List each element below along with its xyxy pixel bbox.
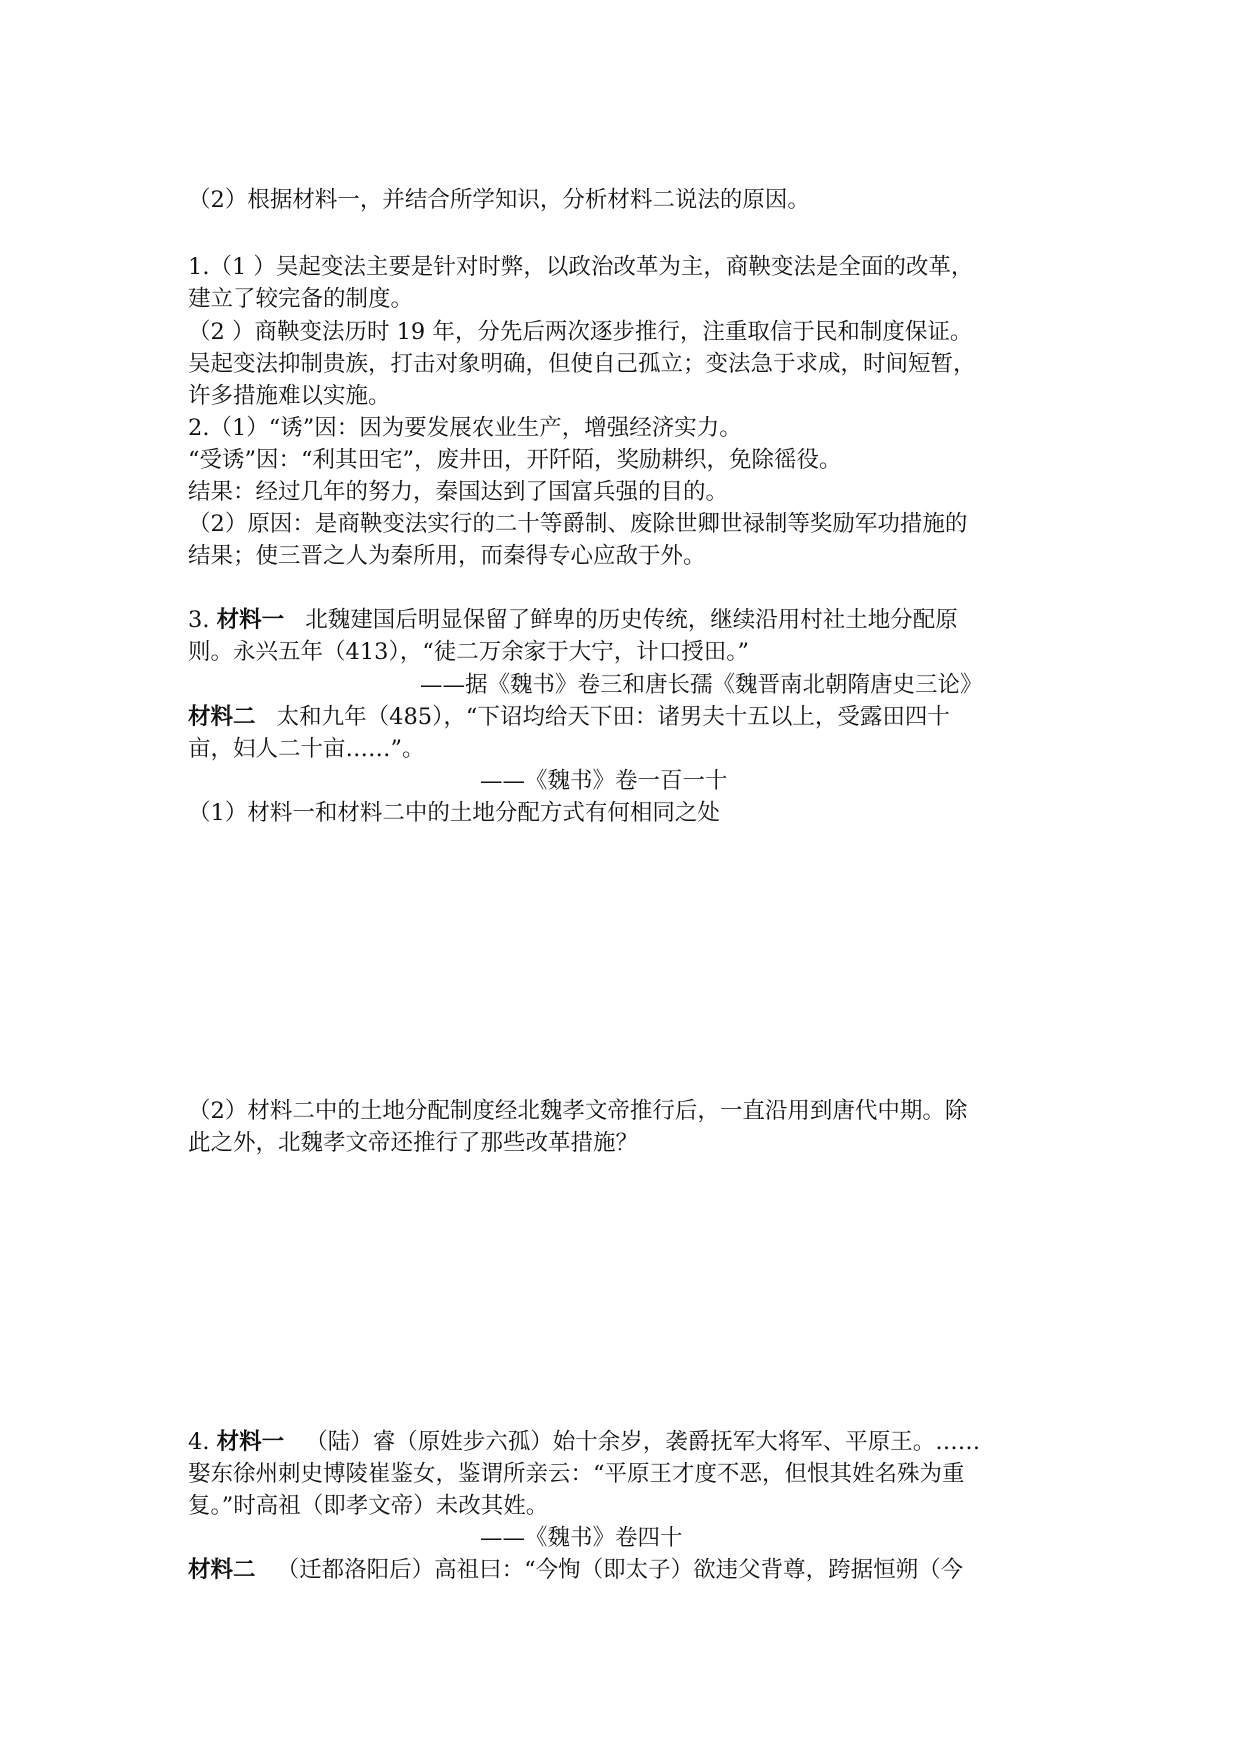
answer-1-line-4: 吴起变法抑制贵族，打击对象明确，但使自己孤立；变法急于求成，时间短暂， xyxy=(188,351,976,377)
q4-material-1 xyxy=(188,1426,980,1458)
q4-material-2 xyxy=(188,1554,963,1586)
answer-1-line-5: 许多措施难以实施。 xyxy=(188,383,391,409)
q3-material-1 xyxy=(188,604,958,636)
q4-number: 4. xyxy=(188,1429,210,1455)
q3-m2-source: ——《魏书》卷一百一十 xyxy=(480,768,728,794)
q4-m1-text-3: 复。”时高祖（即孝文帝）未改其姓。 xyxy=(188,1493,549,1519)
q3-material-2 xyxy=(188,701,950,733)
q4-m1-source: ——《魏书》卷四十 xyxy=(480,1525,683,1551)
q4-m2-text-1: （迁都洛阳后）高祖曰：“今恂（即太子）欲违父背尊，跨据恒朔（今 xyxy=(276,1557,964,1583)
q3-sub-question-2-line-2: 此之外，北魏孝文帝还推行了那些改革措施？ xyxy=(188,1130,639,1156)
question-2-prompt: （2）根据材料一，并结合所学知识，分析材料二说法的原因。 xyxy=(188,187,810,213)
q3-m1-text-2: 则。永兴五年（413），“徒二万余家于大宁，计口授田。” xyxy=(188,639,749,665)
q3-sub-question-1: （1）材料一和材料二中的土地分配方式有何相同之处 xyxy=(188,800,720,826)
q3-m2-label: 材料二 xyxy=(188,704,256,730)
q3-m2-text-2: 亩，妇人二十亩……”。 xyxy=(188,736,425,762)
q3-m1-label: 材料一 xyxy=(216,607,285,633)
q3-number: 3. xyxy=(188,607,210,633)
answer-2-line-1: 2.（1）“诱”因：因为要发展农业生产，增强经济实力。 xyxy=(188,415,742,441)
answer-2-line-4: （2）原因：是商鞅变法实行的二十等爵制、废除世卿世禄制等奖励军功措施的 xyxy=(188,511,968,537)
q3-m1-source: ——据《魏书》卷三和唐长孺《魏晋南北朝隋唐史三论》 xyxy=(420,672,983,698)
q3-sub-question-2-line-1: （2）材料二中的土地分配制度经北魏孝文帝推行后，一直沿用到唐代中期。除 xyxy=(188,1098,968,1124)
answer-2-line-2: “受诱”因：“利其田宅”，废井田，开阡陌，奖励耕织，免除徭役。 xyxy=(188,447,842,473)
q4-m1-label: 材料一 xyxy=(216,1429,285,1455)
q3-m1-text-1: 北魏建国后明显保留了鲜卑的历史传统，继续沿用村社土地分配原 xyxy=(305,607,958,633)
answer-1-line-3: （2 ）商鞅变法历时 19 年，分先后两次逐步推行，注重取信于民和制度保证。 xyxy=(188,319,973,345)
answer-1-line-1: 1.（1 ）吴起变法主要是针对时弊，以政治改革为主，商鞅变法是全面的改革， xyxy=(188,254,974,280)
answer-2-line-5: 结果；使三晋之人为秦所用，而秦得专心应敌于外。 xyxy=(188,543,706,569)
answer-2-line-3: 结果：经过几年的努力，秦国达到了国富兵强的目的。 xyxy=(188,479,729,505)
q4-m1-text-2: 娶东徐州刺史博陵崔鉴女，鉴谓所亲云：“平原王才度不恶，但恨其姓名殊为重 xyxy=(188,1461,965,1487)
q4-m2-label: 材料二 xyxy=(188,1557,256,1583)
q4-m1-text-1: （陆）睿（原姓步六孤）始十余岁，袭爵抚军大将军、平原王。…… xyxy=(305,1429,981,1455)
q3-m2-text-1: 太和九年（485），“下诏均给天下田：诸男夫十五以上，受露田四十 xyxy=(276,704,950,730)
answer-1-line-2: 建立了较完备的制度。 xyxy=(188,286,414,312)
